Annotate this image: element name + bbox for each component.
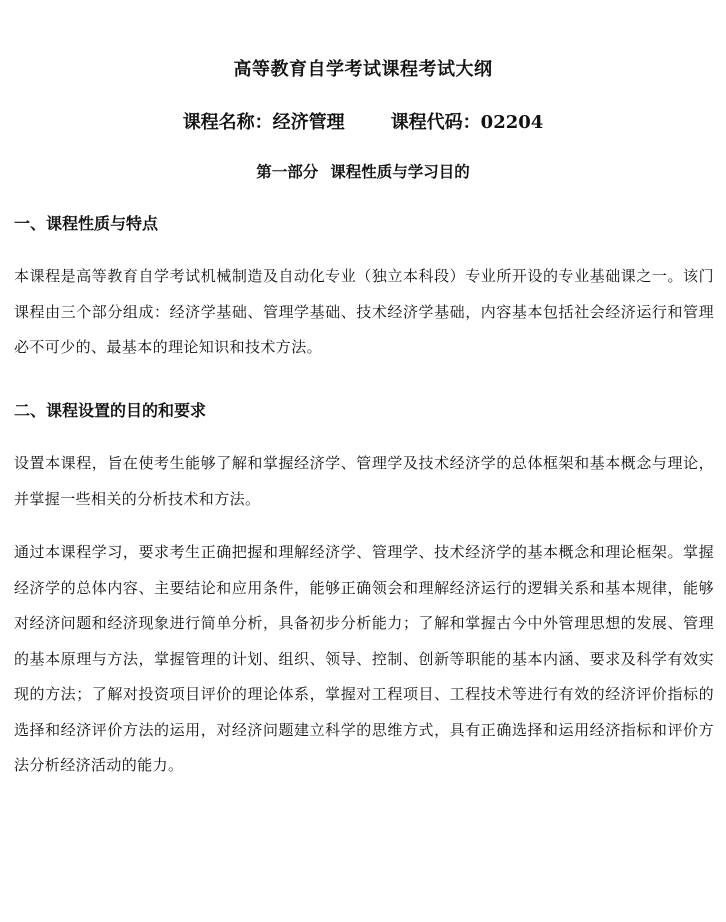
paragraph-purpose-intro: 设置本课程，旨在使考生能够了解和掌握经济学、管理学及技术经济学的总体框架和基本概念与理论，并掌握一些相关的分析技术和方法。 xyxy=(14,454,714,508)
course-info-line xyxy=(0,110,726,136)
paragraph-purpose-requirements: 通过本课程学习，要求考生正确把握和理解经济学、管理学、技术经济学的基本概念和理论框架。掌握经济学的总体内容、主要结论和应用条件，能够正确领会和理解经济运行的逻辑关系和基本规律，能够对经济问题和经济现象进行简单分析，具备初步分析能力；了解和掌握古今中外管理思想的发展、管理的基本原理与方法，掌握管理的计划、组织、领导、控制、创新等职能的基本内涵、要求及科学有效实现的方法；了解对投资项目评价的理论体系，掌握对工程项目、工程技术等进行有效的经济评价指标的选择和经济评价方法的运用，对经济问题建立科学的思维方式，具有正确选择和运用经济指标和评价方法分析经济活动的能力。 xyxy=(14,543,714,774)
section-heading-nature: 一、课程性质与特点 xyxy=(14,214,159,233)
part-number: 第一部分 xyxy=(256,162,319,181)
course-name: 课程名称：经济管理 xyxy=(182,112,345,133)
part-title: 课程性质与学习目的 xyxy=(330,162,470,181)
part-title-line xyxy=(0,161,726,183)
paragraph-nature: 本课程是高等教育自学考试机械制造及自动化专业（独立本科段）专业所开设的专业基础课之一。该门课程由三个部分组成：经济学基础、管理学基础、技术经济学基础，内容基本包括社会经济运行和管理必不可少的、最基本的理论知识和技术方法。 xyxy=(14,267,714,356)
section-heading-purpose: 二、课程设置的目的和要求 xyxy=(14,401,207,420)
document-title: 高等教育自学考试课程考试大纲 xyxy=(233,59,493,80)
course-code: 课程代码：02204 xyxy=(390,112,544,133)
